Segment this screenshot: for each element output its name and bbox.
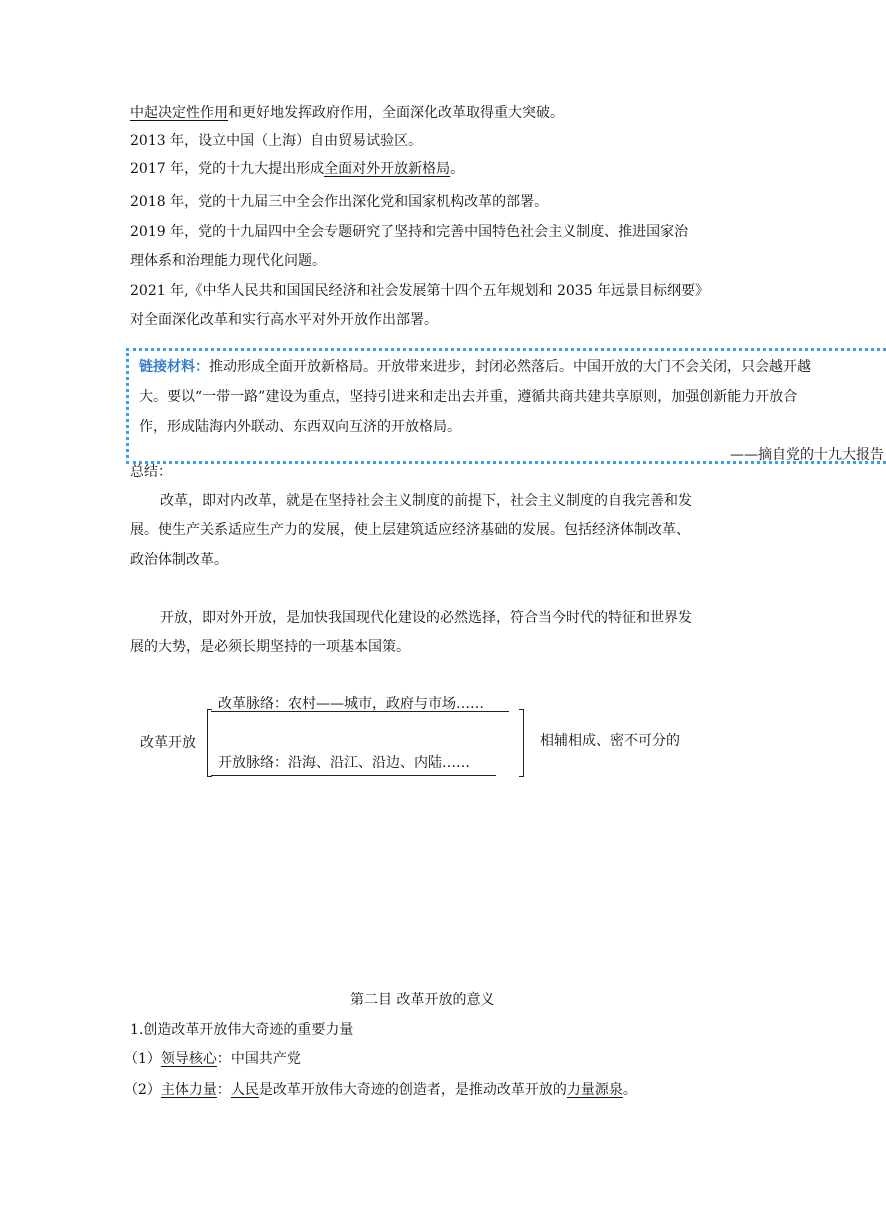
diagram-left-label: 改革开放 <box>140 735 196 751</box>
link-material-box <box>126 348 886 464</box>
box-line: 链接材料：推动形成全面开放新格局。开放带来进步，封闭必然落后。中国开放的大门不会关闭，只会越开越 <box>139 359 811 375</box>
box-line: 大。要以“一带一路”建设为重点，坚持引进来和走出去并重，遵循共商共建共享原则，加强创新能力开放合 <box>139 389 798 405</box>
underlined-text: 主体力量 <box>160 1082 217 1098</box>
section-title: 第二目 改革开放的意义 <box>350 992 495 1008</box>
diagram-top-item: 改革脉络：农村——城市，政府与市场…… <box>218 696 484 712</box>
box-line: 作，形成陆海内外联动、东西双向互济的开放格局。 <box>139 419 461 435</box>
right-bracket <box>519 709 524 777</box>
section-item: （1）领导核心：中国共产党 <box>124 1051 301 1067</box>
text-line: 对全面深化改革和实行高水平对外开放作出部署。 <box>130 312 438 328</box>
bracket-bottom-line <box>211 775 496 776</box>
link-material-label: 链接材料： <box>139 359 209 375</box>
summary-paragraph-line: 改革，即对内改革，就是在坚持社会主义制度的前提下，社会主义制度的自我完善和发 <box>160 493 692 509</box>
section-item: 1.创造改革开放伟大奇迹的重要力量 <box>130 1022 354 1038</box>
text-line: 中起决定性作用和更好地发挥政府作用，全面深化改革取得重大突破。 <box>130 105 564 121</box>
underlined-text: 领导核心 <box>160 1051 217 1067</box>
text-line: 2017 年，党的十九大提出形成全面对外开放新格局。 <box>130 161 465 177</box>
summary-paragraph-line: 政治体制改革。 <box>130 552 228 568</box>
text-line: 2018 年，党的十九届三中全会作出深化党和国家机构改革的部署。 <box>130 194 549 210</box>
diagram-bottom-item: 开放脉络：沿海、沿江、沿边、内陆…… <box>218 755 470 771</box>
box-source: ——摘自党的十九大报告 <box>730 447 884 463</box>
summary-heading: 总结： <box>130 464 172 480</box>
left-bracket <box>207 709 212 777</box>
text-line: 2019 年，党的十九届四中全会专题研究了坚持和完善中国特色社会主义制度、推进国家治 <box>130 224 689 240</box>
section-item: （2）主体力量：人民是改革开放伟大奇迹的创造者，是推动改革开放的力量源泉。 <box>124 1082 637 1098</box>
underlined-text: 全面对外开放新格局 <box>324 161 451 177</box>
summary-paragraph-line: 展的大势，是必须长期坚持的一项基本国策。 <box>130 639 410 655</box>
summary-paragraph-line: 开放，即对外开放，是加快我国现代化建设的必然选择，符合当今时代的特征和世界发 <box>160 610 692 626</box>
text-line: 2021 年,《中华人民共和国国民经济和社会发展第十四个五年规划和 2035 年远景目标纲要》 <box>130 283 710 299</box>
diagram-right-label: 相辅相成、密不可分的 <box>540 733 680 749</box>
summary-paragraph-line: 展。使生产关系适应生产力的发展，使上层建筑适应经济基础的发展。包括经济体制改革、 <box>130 522 690 538</box>
underlined-text: 力量源泉 <box>566 1082 623 1098</box>
text-line: 2013 年，设立中国（上海）自由贸易试验区。 <box>130 133 423 149</box>
underlined-text: 人民 <box>230 1082 259 1098</box>
text-line: 理体系和治理能力现代化问题。 <box>130 253 326 269</box>
underlined-text: 中起决定性作用 <box>130 105 228 121</box>
